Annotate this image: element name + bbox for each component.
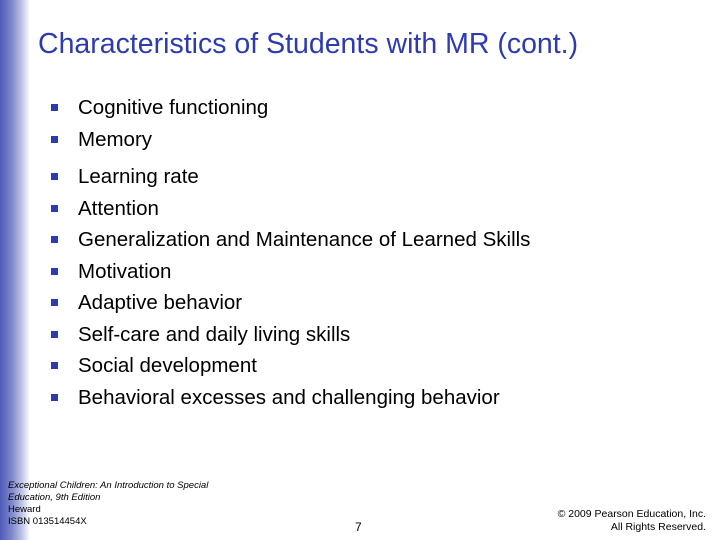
bullet-item [48, 319, 688, 351]
bullet-text: Generalization and Maintenance of Learned Skills [78, 228, 531, 251]
square-bullet-icon [51, 236, 58, 243]
square-bullet-icon [51, 362, 58, 369]
footer-author: Heward [8, 504, 41, 515]
bullet-text: Attention [78, 196, 159, 220]
square-bullet-icon [51, 205, 58, 212]
bullet-item [48, 161, 688, 193]
rights-line: All Rights Reserved. [610, 521, 706, 533]
bullet-text: Motivation [78, 259, 172, 283]
bullet-text: Learning rate [78, 165, 199, 188]
bullet-item [48, 92, 688, 124]
square-bullet-icon [51, 268, 58, 275]
square-bullet-icon [51, 299, 58, 306]
bullet-item [48, 193, 688, 225]
bullet-list [48, 92, 688, 413]
bullet-text: Memory [78, 127, 153, 151]
bullet-item [48, 256, 688, 288]
bullet-text: Adaptive behavior [78, 291, 243, 314]
bullet-item [48, 382, 688, 414]
bullet-text: Behavioral excesses and challenging behavior [78, 385, 500, 409]
page-number: 7 [355, 520, 362, 534]
square-bullet-icon [51, 104, 58, 111]
bullet-item [48, 224, 688, 256]
bullet-text: Self-care and daily living skills [78, 322, 351, 346]
copyright-line: © 2009 Pearson Education, Inc. [557, 508, 706, 520]
footer-copyright [558, 508, 706, 534]
square-bullet-icon [51, 173, 58, 180]
square-bullet-icon [51, 394, 58, 401]
bullet-item [48, 287, 688, 319]
square-bullet-icon [51, 331, 58, 338]
bullet-item [48, 350, 688, 382]
slide-title: Characteristics of Students with MR (cont.) [38, 28, 579, 60]
footer-isbn: ISBN 013514454X [8, 516, 87, 527]
footer-book-title: Exceptional Children: An Introduction to Special Education, 9th Edition [8, 480, 209, 503]
square-bullet-icon [51, 136, 58, 143]
side-gradient-band [0, 0, 30, 540]
bullet-item [48, 124, 688, 156]
bullet-text: Cognitive functioning [78, 96, 269, 119]
footer-book-info [8, 480, 238, 528]
bullet-text: Social development [78, 354, 257, 377]
